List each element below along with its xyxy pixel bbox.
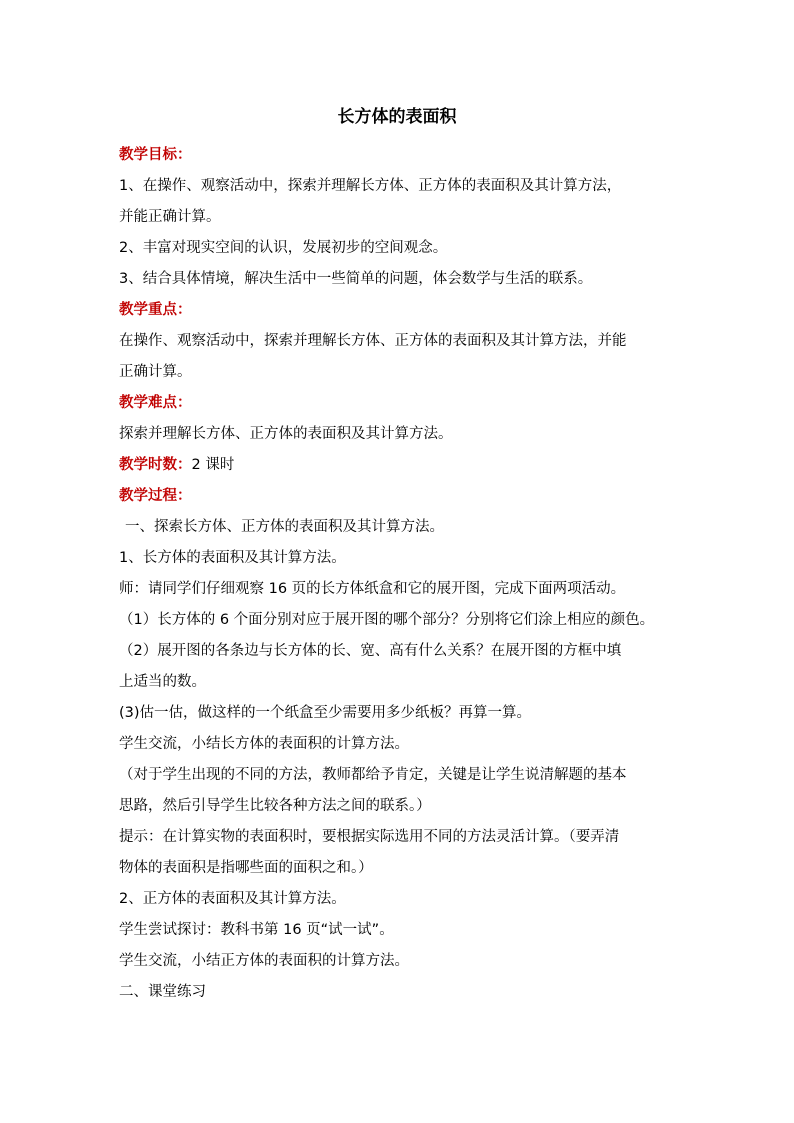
teaching-hours — [119, 450, 684, 481]
key-points-line-1: 在操作、观察活动中，探索并理解长方体、正方体的表面积及其计算方法，并能 — [119, 333, 627, 349]
hint-line-2: 物体的表面积是指哪些面的面积之和。） — [119, 860, 373, 876]
goals-heading: 教学目标： — [119, 147, 192, 163]
note-line-1: （对于学生出现的不同的方法，教师都给予肯定，关键是让学生说清解题的基本 — [119, 767, 627, 783]
document-title: 长方体的表面积 — [337, 107, 457, 127]
student-exchange-1: 学生交流，小结长方体的表面积的计算方法。 — [119, 736, 409, 752]
goal-1-line-1: 1、在操作、观察活动中，探索并理解长方体、正方体的表面积及其计算方法， — [119, 178, 622, 194]
difficulty-heading: 教学难点： — [119, 395, 192, 411]
student-exchange-2: 学生交流，小结正方体的表面积的计算方法。 — [119, 953, 409, 969]
part-1-sub-2: 2、正方体的表面积及其计算方法。 — [119, 891, 346, 907]
part-2-heading: 二、课堂练习 — [119, 984, 206, 1000]
teacher-instruction: 师：请同学们仔细观察 16 页的长方体纸盒和它的展开图，完成下面两项活动。 — [119, 581, 626, 597]
goal-2: 2、丰富对现实空间的认识，发展初步的空间观念。 — [119, 240, 448, 256]
key-points-line-2: 正确计算。 — [119, 364, 192, 380]
hours-heading: 教学时数： — [119, 457, 192, 473]
student-try: 学生尝试探讨：教科书第 16 页“试一试”。 — [119, 922, 394, 938]
hours-value: 2 课时 — [191, 457, 235, 473]
note-line-2: 思路，然后引导学生比较各种方法之间的联系。） — [119, 798, 431, 814]
key-points-heading: 教学重点： — [119, 302, 192, 318]
question-2-line-2: 上适当的数。 — [119, 674, 206, 690]
document-body — [119, 140, 684, 1008]
part-1-heading: 一、探索长方体、正方体的表面积及其计算方法。 — [125, 519, 444, 535]
process-heading: 教学过程： — [119, 488, 192, 504]
question-1: （1）长方体的 6 个面分别对应于展开图的哪个部分？分别将它们涂上相应的颜色。 — [119, 612, 655, 628]
goal-3: 3、结合具体情境，解决生活中一些简单的问题，体会数学与生活的联系。 — [119, 271, 593, 287]
difficulty-text: 探索并理解长方体、正方体的表面积及其计算方法。 — [119, 426, 453, 442]
question-3: (3)估一估，做这样的一个纸盒至少需要用多少纸板？再算一算。 — [119, 705, 532, 721]
goal-1-line-2: 并能正确计算。 — [119, 209, 221, 225]
part-1-sub-1: 1、长方体的表面积及其计算方法。 — [119, 550, 346, 566]
hint-line-1: 提示：在计算实物的表面积时，要根据实际选用不同的方法灵活计算。（要弄清 — [119, 829, 620, 845]
question-2-line-1: （2）展开图的各条边与长方体的长、宽、高有什么关系？在展开图的方框中填 — [119, 643, 622, 659]
